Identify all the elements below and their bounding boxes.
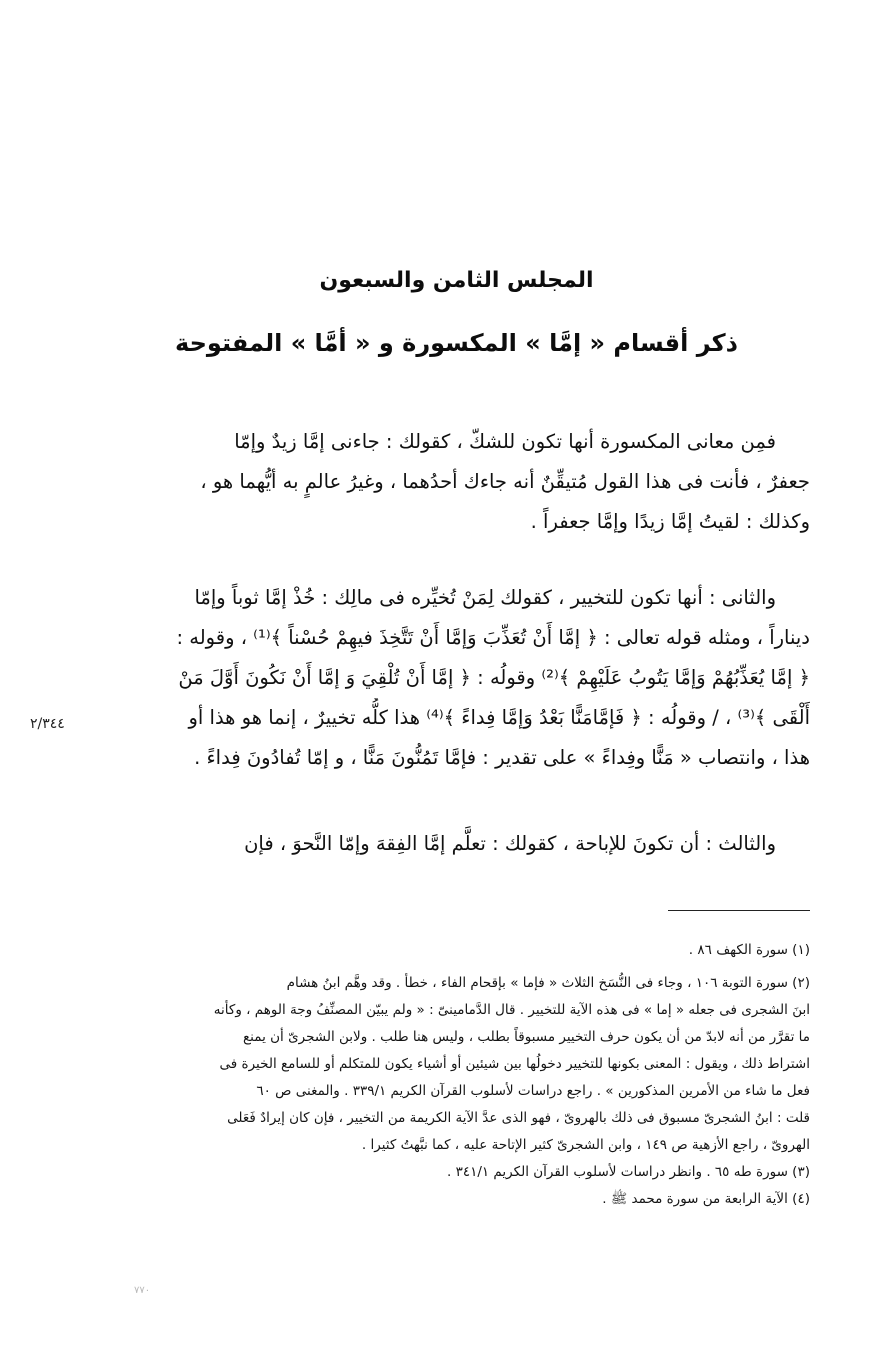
majlis-title: المجلس الثامن والسبعون <box>319 268 594 293</box>
body-line: فمِن معانى المكسورة أنها تكون للشكّ ، كقولك : جاءنى إمَّا زيدٌ وإمّا <box>234 430 776 453</box>
body-line: ديناراً ، ومثله قوله تعالى : ﴿ إمَّا أَنْ تُعَذِّبَ وَإمَّا أَنْ تَتَّخِذَ فيهِمْ حُسْناً ﴾⁽¹⁾ ، وقوله : <box>176 626 810 649</box>
body-line: جعفرٌ ، فأنت فى هذا القول مُتيقِّنٌ أنه جاءك أحدُهما ، وغيرُ عالمٍ به أيُّهما هو ، <box>200 470 810 493</box>
body-line: هذا ، وانتصاب « مَنًّا وفِداءً » على تقدير : فإمَّا تَمُنُّونَ مَنًّا ، و إمّا تُفادُونَ فِداءً . <box>194 746 810 769</box>
body-line: وكذلك : لقيتُ إمَّا زيدًا وإمَّا جعفراً . <box>530 510 810 533</box>
paragraph-3 <box>100 824 810 864</box>
footnote-line: قلت : ابنُ الشجرىّ مسبوق فى ذلك بالهروىّ ، فهو الذى عدَّ الآية الكريمة من التخيير ، فإن كان إيرادٌ فَعَلى <box>227 1110 810 1126</box>
margin-page-reference: ٢/٣٤٤ <box>30 716 65 732</box>
footnote-line: فعل ما شاء من الأمرين المذكورين » . راجع دراسات لأسلوب القرآن الكريم ٣٣٩/١ . والمغنى ص ٦٠ <box>256 1083 810 1099</box>
section-title: ذكر أقسام « إمَّا » المكسورة و « أمَّا » المفتوحة <box>175 329 738 357</box>
body-line: والثالث : أن تكونَ للإباحة ، كقولك : تعلَّم إمَّا الفِقهَ وإمّا النَّحوَ ، فإن <box>244 832 776 855</box>
footnote-3: (٣) سورة طه ٦٥ . وانظر دراسات لأسلوب القرآن الكريم ٣٤١/١ . <box>446 1164 810 1180</box>
footnotes <box>100 937 810 1213</box>
page-mark: ٧٧٠ <box>134 1285 151 1296</box>
footnote-1: (١) سورة الكهف ٨٦ . <box>688 942 810 958</box>
footnote-line: ما تقرَّر من أنه لابدّ من أن يكون حرف التخيير مسبوقاً بطلب ، وليس هنا طلب . ولابن الشجرىّ أن يمنع <box>243 1029 810 1045</box>
footnote-4: (٤) الآية الرابعة من سورة محمد ﷺ . <box>602 1191 810 1207</box>
paragraph-1 <box>100 422 810 542</box>
footnote-line: ابنَ الشجرى فى جعله « إما » فى هذه الآية للتخيير . قال الدَّمامينىّ : « ولم يبيّن المصنِّفُ وجهَ الوهم ، وكأنه <box>213 1002 810 1018</box>
paragraph-2 <box>100 578 810 778</box>
body-line: ﴿ إمَّا يُعَذِّبُهُمْ وَإمَّا يَتُوبُ عَلَيْهِمْ ﴾⁽²⁾ وقولُه : ﴿ إمَّا أَنْ تُلْقِيَ وَ إمَّا أَنْ نَكُونَ أَوَّلَ مَنْ <box>178 666 810 689</box>
footnote-divider <box>668 910 810 911</box>
body-line: أَلْقَى ﴾⁽³⁾ ، / وقولُه : ﴿ فَإمَّامَنًّا بَعْدُ وَإمَّا فِداءً ﴾⁽⁴⁾ هذا كلُّه تخييرٌ ، إنما هو هذا أو <box>188 706 810 729</box>
footnote-line: اشتراط ذلك ، ويقول : المعنى بكونها للتخيير دخولُها بين شيئين أو أشياء يكون للمتكلم أو للسامع الخيرة فى <box>219 1056 810 1072</box>
footnote-2: (٢) سورة التوبة ١٠٦ ، وجاء فى النُّسَخ الثلاث « فإما » بإقحام الفاء ، خطأ . وقد وهَّم ابنُ هشام <box>286 975 810 991</box>
footnote-line: الهروىّ ، راجع الأزهية ص ١٤٩ ، وابن الشجرىّ كثير الإتاحة عليه ، كما نبَّهتُ كثيرا . <box>361 1137 810 1153</box>
body-line: والثانى : أنها تكون للتخيير ، كقولك لِمَنْ تُخيِّره فى مالِك : خُذْ إمَّا ثوباً وإمّا <box>194 586 776 609</box>
